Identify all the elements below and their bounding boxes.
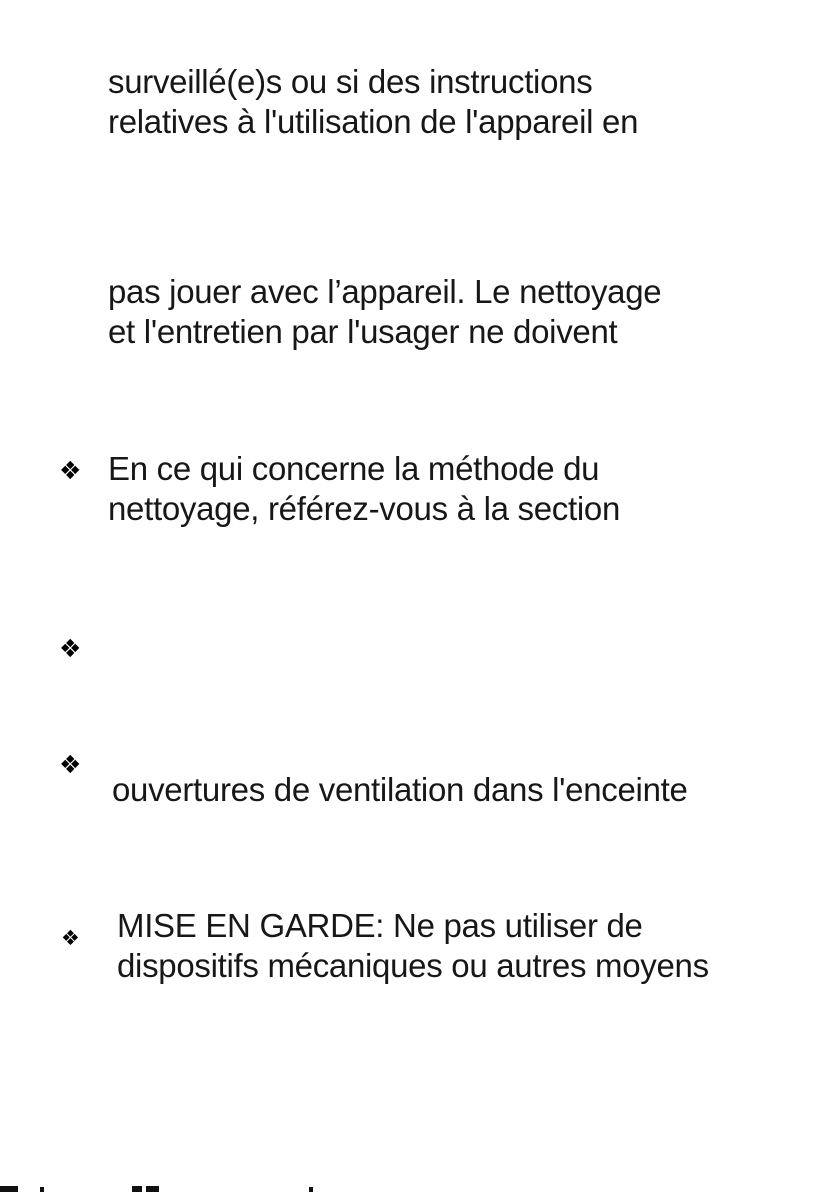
diamond-bullet-icon: ❖: [59, 456, 82, 485]
text-line: relatives à l'utilisation de l'appareil en: [108, 103, 639, 140]
diamond-bullet-icon: ❖: [59, 634, 82, 663]
paragraph-nettoyage: [108, 272, 661, 352]
text-line: pas jouer avec l’appareil. Le nettoyage: [108, 273, 662, 310]
text-line: dispositifs mécaniques ou autres moyens: [117, 947, 709, 984]
diamond-bullet-icon: ❖: [61, 926, 80, 950]
clipped-text-fragment: [132, 1186, 142, 1192]
text-line: MISE EN GARDE: Ne pas utiliser de: [117, 907, 643, 944]
bullet-item-ouvertures: [112, 770, 688, 810]
text-line: surveillé(e)s ou si des instructions: [108, 63, 593, 100]
text-line: nettoyage, référez-vous à la section: [108, 490, 620, 527]
diamond-bullet-icon: ❖: [59, 750, 82, 779]
bullet-item-mise-en-garde: [117, 906, 709, 986]
bullet-item-methode: [108, 449, 620, 529]
text-line: ouvertures de ventilation dans l'enceinte: [112, 771, 688, 808]
text-line: En ce qui concerne la méthode du: [108, 450, 600, 487]
clipped-text-fragment: [146, 1186, 159, 1192]
paragraph-surveillance: [108, 62, 638, 142]
clipped-text-fragment: [0, 1186, 18, 1192]
clipped-text-fragment: [309, 1187, 313, 1192]
text-line: et l'entretien par l'usager ne doivent: [108, 313, 618, 350]
clipped-text-fragment: [40, 1187, 44, 1192]
